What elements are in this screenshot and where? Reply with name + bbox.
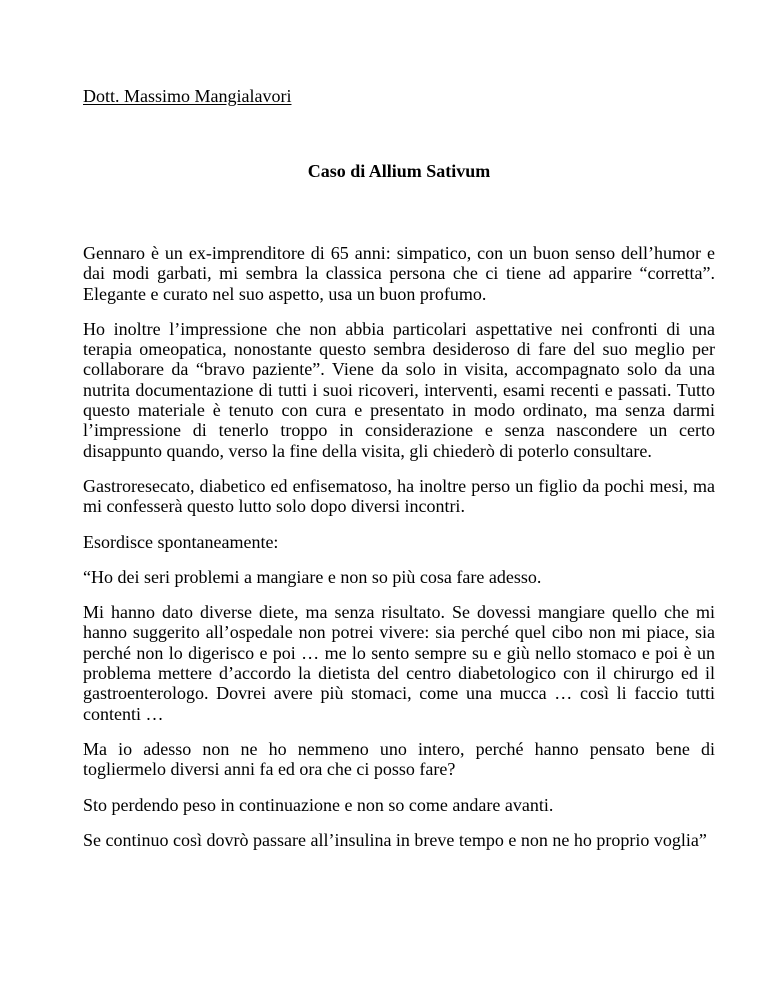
- paragraph-impression: Ho inoltre l’impressione che non abbia particolari aspettative nei confronti di una terapia omeopatica, nonostante questo sembra desideroso di fare del suo meglio per collaborare da “bravo paziente”. Viene da solo in visita, accompagnato solo da una nutrita documentazione di tutti i suoi ricoveri, interventi, esami recenti e passati. Tutto questo materiale è tenuto con cura e presentato in modo ordinato, ma senza darmi l’impressione di tenerlo troppo in considerazione e senza nascondere un certo disappunto quando, verso la fine della visita, gli chiederò di poterlo consultare.: [83, 318, 715, 461]
- paragraph-opening: Esordisce spontaneamente:: [83, 531, 279, 552]
- document-body: [83, 243, 715, 865]
- paragraph-diets: Mi hanno dato diverse diete, ma senza risultato. Se dovessi mangiare quello che mi hanno suggerito all’ospedale non potrei vivere: sia perché quel cibo non mi piace, sia perché non lo digerisco e poi … me lo sento sempre su e giù nello stomaco e poi è un problema mettere d’accordo la dietista del centro diabetologico con il chirurgo ed il gastroenterologo. Dovrei avere più stomaci, come una mucca … così li faccio tutti contenti …: [83, 602, 715, 724]
- document-title: Caso di Allium Sativum: [307, 161, 491, 181]
- paragraph-quote-start: “Ho dei seri problemi a mangiare e non so più cosa fare adesso.: [83, 566, 542, 587]
- paragraph-intro: Gennaro è un ex-imprenditore di 65 anni: simpatico, con un buon senso dell’humor e dai modi garbati, mi sembra la classica persona che ci tiene ad apparire “corretta”. Elegante e curato nel suo aspetto, usa un buon profumo.: [83, 243, 715, 304]
- paragraph-stomach: Ma io adesso non ne ho nemmeno uno intero, perché hanno pensato bene di togliermelo diversi anni fa ed ora che ci posso fare?: [83, 738, 715, 780]
- paragraph-weight: Sto perdendo peso in continuazione e non so come andare avanti.: [83, 794, 554, 815]
- paragraph-insulin: Se continuo così dovrò passare all’insulina in breve tempo e non ne ho proprio voglia”: [83, 829, 707, 850]
- author-name: Dott. Massimo Mangialavori: [83, 86, 292, 106]
- paragraph-history: Gastroresecato, diabetico ed enfisematoso, ha inoltre perso un figlio da pochi mesi, ma mi confesserà questo lutto solo dopo diversi incontri.: [83, 475, 715, 517]
